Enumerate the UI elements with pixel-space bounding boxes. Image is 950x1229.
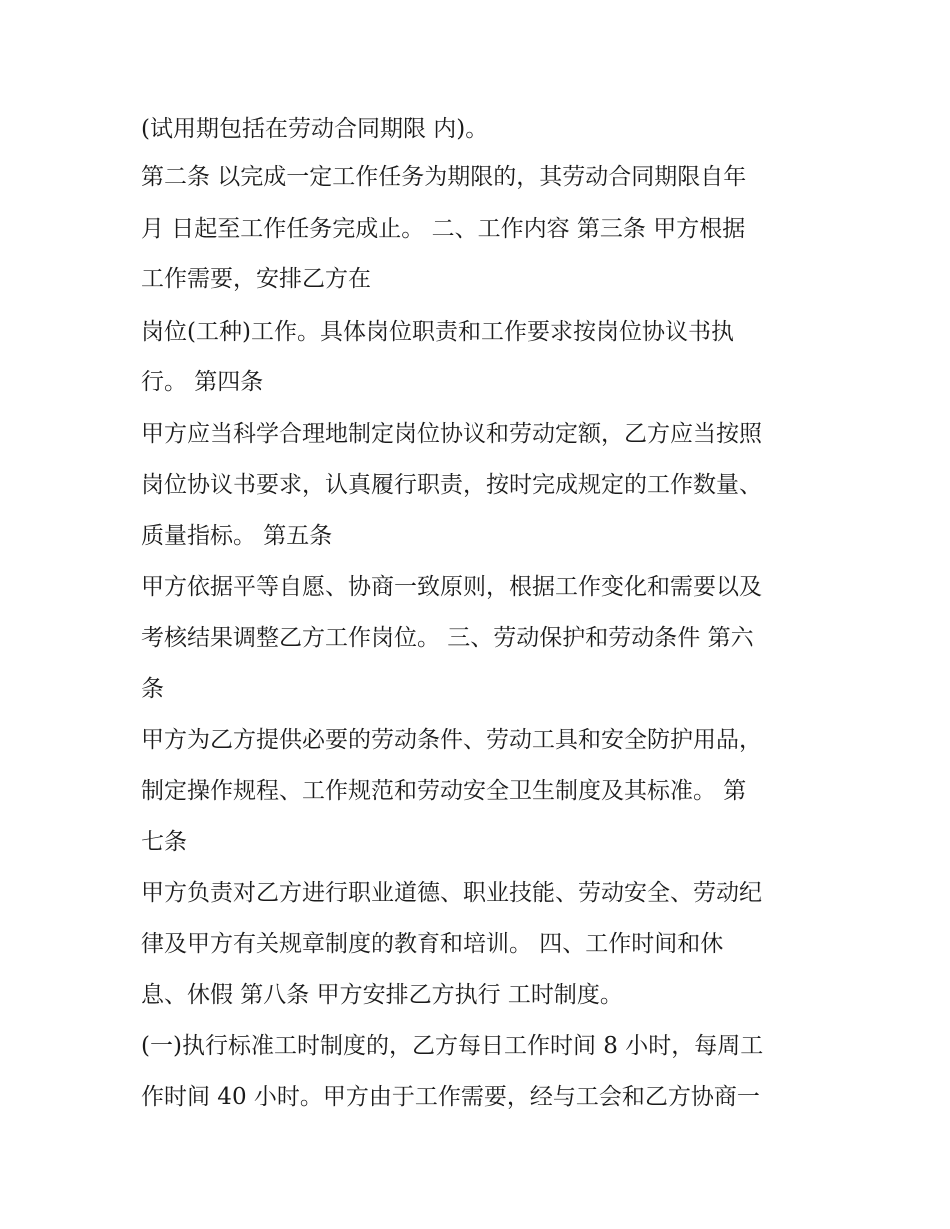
text-line: 条 <box>141 676 164 702</box>
text-line: 甲方为乙方提供必要的劳动条件、劳动工具和安全防护用品， <box>141 727 762 753</box>
text-line: 甲方依据平等自愿、协商一致原则，根据工作变化和需要以及 <box>141 574 762 600</box>
text-line: 作时间 40 小时。甲方由于工作需要，经与工会和乙方协商一 <box>141 1084 760 1110</box>
text-line: 息、休假 第八条 甲方安排乙方执行 工时制度。 <box>141 982 623 1008</box>
text-line: 甲方负责对乙方进行职业道德、职业技能、劳动安全、劳动纪 <box>141 880 762 906</box>
text-line: 第二条 以完成一定工作任务为期限的，其劳动合同期限自年 <box>141 164 747 190</box>
text-line: 行。 第四条 <box>141 369 264 395</box>
text-line: 工作需要，安排乙方在 <box>141 266 371 292</box>
text-line: 岗位协议书要求，认真履行职责，按时完成规定的工作数量、 <box>141 472 762 498</box>
document-body <box>141 110 821 1120</box>
text-line: (一)执行标准工时制度的，乙方每日工作时间 8 小时，每周工 <box>141 1033 764 1059</box>
text-line: 七条 <box>141 829 187 855</box>
text-line: 考核结果调整乙方工作岗位。 三、劳动保护和劳动条件 第六 <box>141 625 754 651</box>
text-line: 质量指标。 第五条 <box>141 523 333 549</box>
text-line: 岗位(工种)工作。具体岗位职责和工作要求按岗位协议书执 <box>141 319 734 345</box>
text-line: 甲方应当科学合理地制定岗位协议和劳动定额，乙方应当按照 <box>141 421 762 447</box>
text-line: 月 日起至工作任务完成止。 二、工作内容 第三条 甲方根据 <box>141 216 746 242</box>
text-line: 制定操作规程、工作规范和劳动安全卫生制度及其标准。 第 <box>141 778 747 804</box>
text-line: 律及甲方有关规章制度的教育和培训。 四、工作时间和休 <box>141 931 724 957</box>
text-line: (试用期包括在劳动合同期限 内)。 <box>141 116 489 142</box>
